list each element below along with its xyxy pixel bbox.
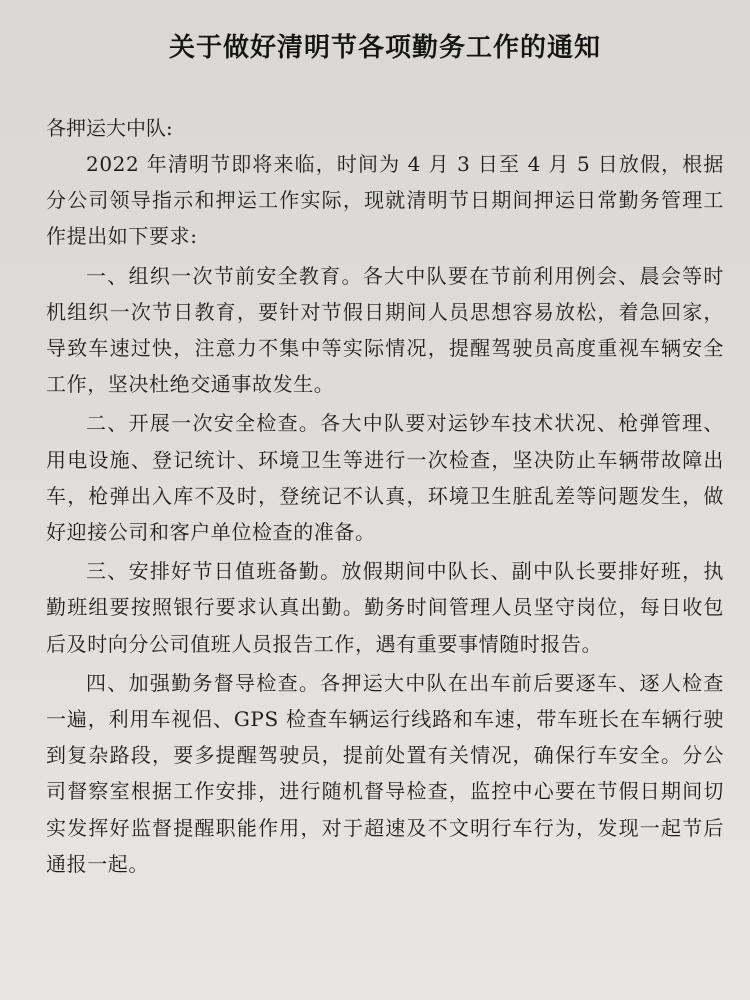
document-title: 关于做好清明节各项勤务工作的通知 <box>168 33 601 63</box>
salutation: 各押运大中队: <box>46 116 173 140</box>
paragraph-safety-inspection: 二、开展一次安全检查。各大中队要对运钞车技术状况、枪弹管理、用电设施、登记统计、环境卫生等进行一次检查，坚决防止车辆带故障出车，枪弹出入库不及时，登统记不认真，环境卫生脏乱差等问题发生，做好迎接公司和客户单位检查的准备。 <box>46 411 724 545</box>
paragraph-supervision: 四、加强勤务督导检查。各押运大中队在出车前后要逐车、逐人检查一遍，利用车视侣、GPS 检查车辆运行线路和车速，带车班长在车辆行驶到复杂路段，要多提醒驾驶员，提前处置有关情况，确保行车安全。分公司督察室根据工作安排，进行随机督导检查，监控中心要在节假日期间切实发挥好监督提醒职能作用，对于超速及不文明行车行为，发现一起节后通报一起。 <box>46 670 724 876</box>
paragraph-safety-education: 一、组织一次节前安全教育。各大中队要在节前利用例会、晨会等时机组织一次节日教育，要针对节假日期间人员思想容易放松，着急回家，导致车速过快，注意力不集中等实际情况，提醒驾驶员高度重视车辆安全工作，坚决杜绝交通事故发生。 <box>46 263 724 397</box>
paragraph-intro: 2022 年清明节即将来临，时间为 4 月 3 日至 4 月 5 日放假，根据分公司领导指示和押运工作实际，现就清明节日期间押运日常勤务管理工作提出如下要求: <box>46 152 724 249</box>
paragraph-holiday-duty: 三、安排好节日值班备勤。放假期间中队长、副中队长要排好班，执勤班组要按照银行要求认真出勤。勤务时间管理人员坚守岗位，每日收包后及时向分公司值班人员报告工作，遇有重要事情随时报告。 <box>46 559 724 656</box>
